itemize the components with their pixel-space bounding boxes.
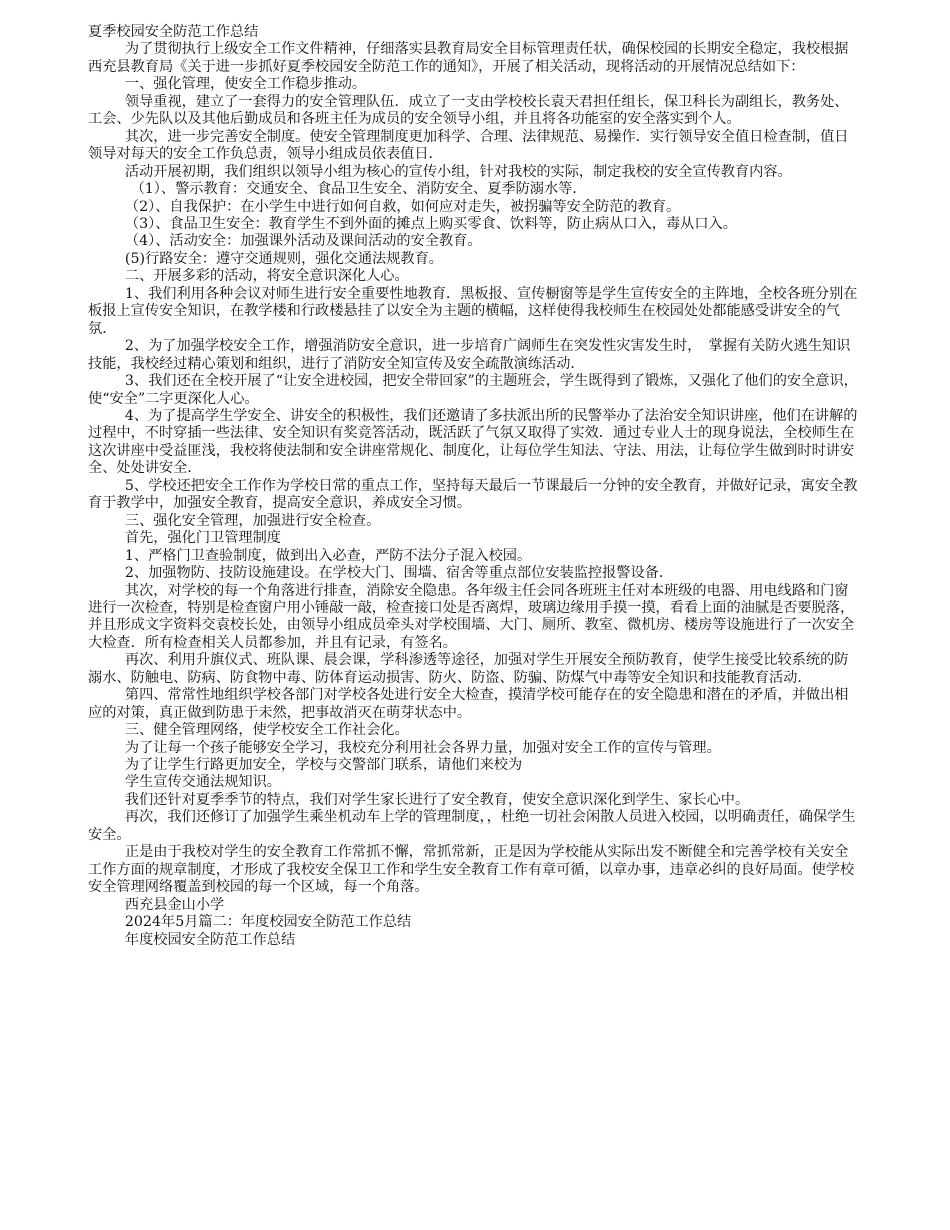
paragraph: 3、我们还在全校开展了“让安全进校园，把安全带回家”的主题班会，学生既得到了锻炼，又强化了他们的安全意识，使“安全”二字更深化人心。 [88, 373, 858, 407]
paragraph: 首先，强化门卫管理制度 [124, 530, 281, 547]
paragraph: 其次，对学校的每一个角落进行排查，消除安全隐患。各年级主任会同各班班主任对本班级的电器、用电线路和门窗进行一次检查，特别是检查窗户用小锤敲一敲，检查接口处是否离焊，玻璃边缘用手摸一摸，看看上面的油腻是否要脱落，并且形成文字资料交袁校长处，由领导小组成员牵头对学校围墙、大门、厕所、教室、微机房、楼房等设施进行了一次安全大检查．所有检查相关人员都参加，并且有记录，有签名。 [88, 582, 855, 651]
paragraph: 第四、常常性地组织学校各部门对学校各处进行安全大检查，摸清学校可能存在的安全隐患和潜在的矛盾，并做出相应的对策，真正做到防患于未然，把事故消灭在萌芽状态中。 [88, 687, 849, 721]
paragraph: 再次，我们还修订了加强学生乘坐机动车上学的管理制度，，杜绝一切社会闲散人员进入校园，以明确责任，确保学生安全。 [88, 809, 856, 843]
paragraph: 再次、利用升旗仪式、班队课、晨会课，学科渗透等途径，加强对学生开展安全预防教育，使学生接受比较系统的防溺水、防触电、防病、防食物中毒、防体育运动损害、防火、防盗、防骗、防煤气中毒等安全知识和技能教育活动． [88, 652, 849, 686]
paragraph: （1）、警示教育：交通安全、食品卫生安全、消防安全、夏季防溺水等． [130, 181, 587, 198]
paragraph: 为了让每一个孩子能够安全学习，我校充分利用社会各界力量，加强对安全工作的宣传与管理。 [124, 739, 721, 756]
paragraph: 正是由于我校对学生的安全教育工作常抓不懈，常抓常新，正是因为学校能从实际出发不断健全和完善学校有关安全工作方面的规章制度，才形成了我校安全保卫工作和学生安全教育工作有章可循，以章办事，违章必纠的良好局面。使学校安全管理网络覆盖到校园的每一个区域，每一个角落。 [88, 844, 855, 896]
paragraph: （4）、活动安全：加强课外活动及课间活动的安全教育。 [124, 233, 482, 250]
paragraph: 2024年5月篇二：年度校园安全防范工作总结 [124, 914, 412, 931]
paragraph: （2）、自我保护：在小学生中进行如何自救，如何应对走失，被拐骗等安全防范的教育。 [124, 198, 681, 215]
paragraph: 一、强化管理，使安全工作稳步推动。 [124, 76, 367, 93]
document-title: 夏季校园安全防范工作总结 [88, 24, 259, 40]
paragraph: 西充县金山小学 [124, 896, 225, 913]
paragraph: 其次，进一步完善安全制度。使安全管理制度更加科学、合理、法律规范、易操作．实行领导安全值日检查制，值日领导对每天的安全工作负总责，领导小组成员依表值日． [88, 128, 849, 163]
paragraph: 学生宣传交通法规知识。 [124, 774, 281, 791]
paragraph: 三、强化安全管理，加强进行安全检查。 [124, 512, 381, 529]
paragraph: 活动开展初期，我们组织以领导小组为核心的宣传小组，针对我校的实际，制定我校的安全宣传教育内容。 [124, 163, 792, 180]
paragraph: 为了贯彻执行上级安全工作文件精神，仔细落实县教育局安全目标管理责任状，确保校园的长期安全稳定，我校根据西充县教育局《关于进一步抓好夏季校园安全防范工作的通知》，开展了相关活动，现将活动的开展情况总结如下： [88, 41, 849, 75]
paragraph: 2、为了加强学校安全工作，增强消防安全意识，进一步培育广阔师生在突发性灾害发生时， 掌握有关防火逃生知识技能，我校经过精心策划和组织，进行了消防安全知宣传及安全疏散演练活动． [88, 338, 851, 372]
paragraph: 三、健全管理网络，使学校安全工作社会化。 [124, 722, 409, 739]
paragraph: 为了让学生行路更加安全，学校与交警部门联系，请他们来校为 [124, 757, 523, 774]
paragraph: 2、加强物防、技防设施建设。在学校大门、围墙、宿舍等重点部位安装监控报警设备． [124, 565, 674, 582]
paragraph: 1、严格门卫查验制度，做到出入必查，严防不法分子混入校园。 [124, 547, 532, 564]
paragraph: （3）、食品卫生安全：教育学生不到外面的摊点上购买零食、饮料等，防止病从口入，毒从口入。 [124, 215, 737, 232]
paragraph: 二、开展多彩的活动，将安全意识深化人心。 [124, 268, 409, 285]
paragraph: (5)行路安全：遵守交通规则，强化交通法规教育。 [124, 250, 443, 267]
paragraph: 4、为了提高学生学安全、讲安全的积极性，我们还邀请了多扶派出所的民警举办了法治安全知识讲座，他们在讲解的过程中，不时穿插一些法律、安全知识有奖竞答活动，既活跃了气氛又取得了实效．通过专业人士的现身说法，全校师生在这次讲座中受益匪浅，我校将使法制和安全讲座常规化、制度化，让每位学生知法、守法、用法，让每位学生做到时时讲安全、处处讲安全． [88, 407, 858, 477]
paragraph: 年度校园安全防范工作总结 [124, 931, 296, 948]
document-body [88, 41, 862, 949]
paragraph: 1、我们利用各种会议对师生进行安全重要性地教育．黑板报、宣传橱窗等是学生宣传安全的主阵地，全校各班分别在板报上宣传安全知识，在教学楼和行政楼悬挂了以安全为主题的横幅，这样使得我校师生在校园处处都能感受讲安全的气氛． [88, 285, 858, 337]
paragraph: 5、学校还把安全工作作为学校日常的重点工作，坚持每天最后一节课最后一分钟的安全教育，并做好记录，寓安全教育于教学中，加强安全教育，提高安全意识，养成安全习惯。 [88, 477, 858, 512]
paragraph: 我们还针对夏季季节的特点，我们对学生家长进行了安全教育，使安全意识深化到学生、家长心中。 [124, 791, 750, 808]
paragraph: 领导重视，建立了一套得力的安全管理队伍．成立了一支由学校校长袁天君担任组长，保卫科长为副组长，教务处、工会、少先队以及其他后勤成员和各班主任为成员的安全领导小组，并且将各功能室的安全落实到个人。 [88, 93, 849, 128]
